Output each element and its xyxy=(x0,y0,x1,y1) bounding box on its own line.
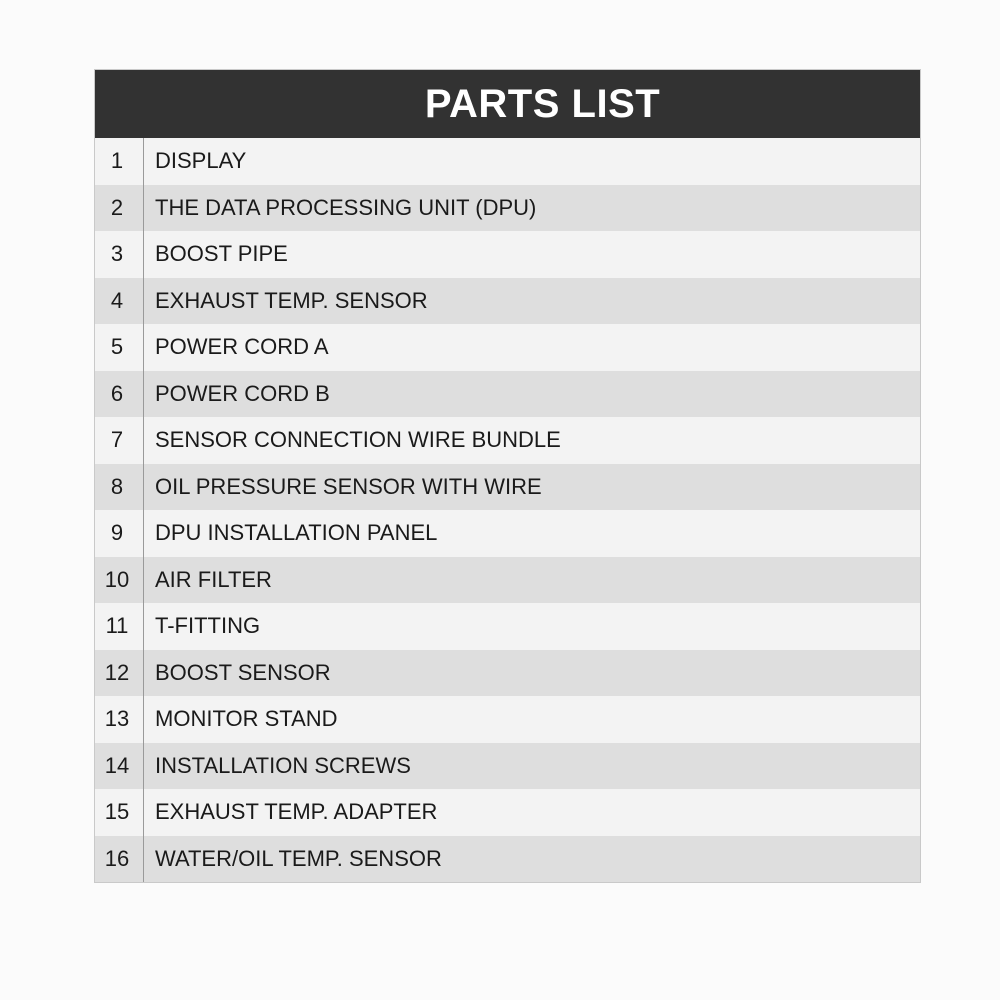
parts-list-table xyxy=(94,69,921,883)
table-row xyxy=(95,743,920,790)
table-row xyxy=(95,417,920,464)
table-row xyxy=(95,510,920,557)
part-number: 3 xyxy=(95,231,144,278)
table-row xyxy=(95,789,920,836)
table-title: PARTS LIST xyxy=(424,81,661,126)
part-name: EXHAUST TEMP. ADAPTER xyxy=(155,799,438,825)
part-name: INSTALLATION SCREWS xyxy=(155,752,411,778)
part-number: 12 xyxy=(95,650,144,697)
table-body xyxy=(95,138,920,882)
part-number: 8 xyxy=(95,464,144,511)
table-row xyxy=(95,696,920,743)
table-row xyxy=(95,278,920,325)
table-row xyxy=(95,138,920,185)
table-row xyxy=(95,557,920,604)
part-name: MONITOR STAND xyxy=(155,706,338,732)
table-row xyxy=(95,371,920,418)
part-name: OIL PRESSURE SENSOR WITH WIRE xyxy=(155,473,542,499)
part-number: 6 xyxy=(95,371,144,418)
part-name: POWER CORD A xyxy=(155,334,329,360)
part-number: 11 xyxy=(95,603,144,650)
part-name: DPU INSTALLATION PANEL xyxy=(155,520,438,546)
table-row xyxy=(95,185,920,232)
part-name: DISPLAY xyxy=(155,148,247,174)
part-name: BOOST SENSOR xyxy=(155,659,331,685)
table-row xyxy=(95,836,920,883)
table-header xyxy=(95,70,920,138)
part-name: T-FITTING xyxy=(155,613,261,639)
part-number: 7 xyxy=(95,417,144,464)
table-row xyxy=(95,231,920,278)
table-row xyxy=(95,464,920,511)
part-number: 1 xyxy=(95,138,144,185)
part-number: 9 xyxy=(95,510,144,557)
part-name: SENSOR CONNECTION WIRE BUNDLE xyxy=(155,427,561,453)
part-name: BOOST PIPE xyxy=(155,241,288,267)
part-number: 15 xyxy=(95,789,144,836)
table-row xyxy=(95,324,920,371)
part-number: 5 xyxy=(95,324,144,371)
table-row xyxy=(95,603,920,650)
part-name: AIR FILTER xyxy=(155,566,272,592)
part-number: 16 xyxy=(95,836,144,883)
part-number: 10 xyxy=(95,557,144,604)
part-name: POWER CORD B xyxy=(155,380,330,406)
part-number: 2 xyxy=(95,185,144,232)
table-row xyxy=(95,650,920,697)
part-name: WATER/OIL TEMP. SENSOR xyxy=(155,845,442,871)
part-name: THE DATA PROCESSING UNIT (DPU) xyxy=(155,194,537,220)
part-name: EXHAUST TEMP. SENSOR xyxy=(155,287,428,313)
part-number: 4 xyxy=(95,278,144,325)
part-number: 13 xyxy=(95,696,144,743)
part-number: 14 xyxy=(95,743,144,790)
